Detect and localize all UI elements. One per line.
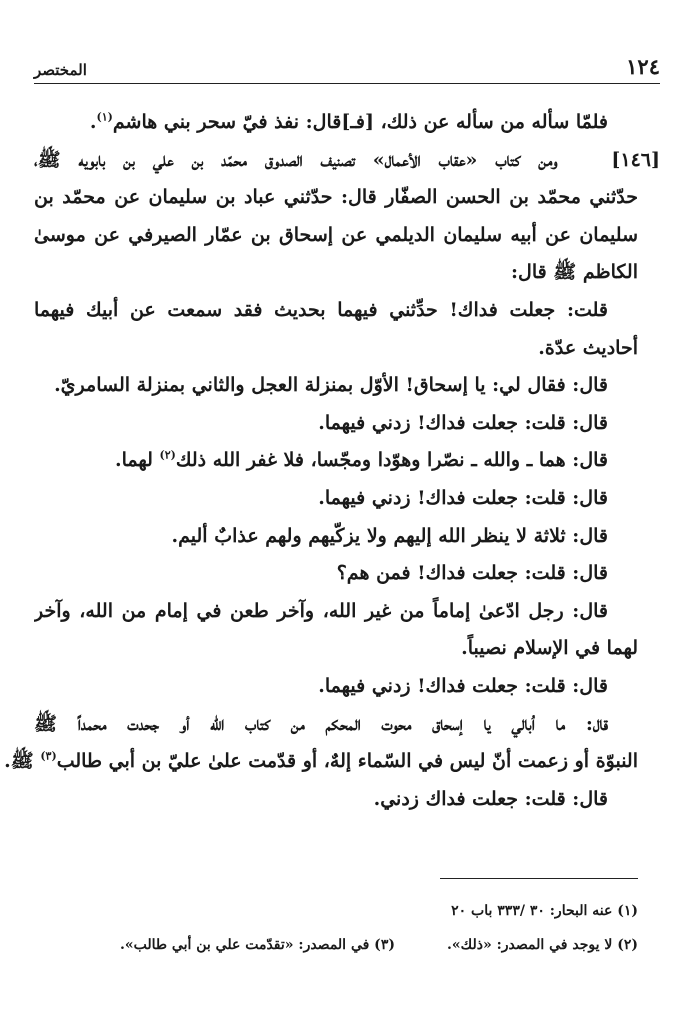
footnotes bbox=[34, 894, 638, 962]
text-line: قال: رجل ادّعىٰ إماماً من غير الله، وآخر طعن في إمام من الله، وآخر bbox=[34, 599, 608, 622]
note-mark: (١) bbox=[96, 110, 113, 124]
text-line: [١٤٦] ومن كتاب «عقاب الأعمال» تصنيف الصدوق محمّد بن علي بن بابويه ﷺ، bbox=[34, 148, 660, 171]
text-line: سليمان عن أبيه سليمان الديلمي عن إسحاق بن عمّار الصيرفي عن موسىٰ bbox=[34, 223, 638, 246]
text-line: لهما في الإسلام نصيباً. bbox=[461, 637, 638, 660]
note-mark: (٣) bbox=[40, 749, 57, 763]
text-line: قال: قلت: جعلت فداك! فمن هم؟ bbox=[336, 562, 608, 585]
running-title: المختصر bbox=[34, 61, 87, 79]
text-line: قال: فقال لي: يا إسحاق! الأوّل بمنزلة العجل والثاني بمنزلة السامريّ. bbox=[54, 374, 608, 397]
text-line: قال: قلت: جعلت فداك! زدني فيهما. bbox=[318, 411, 608, 434]
footnote-3: (٣) في المصدر: «تقدّمت علي بن أبي طالب». bbox=[120, 937, 395, 953]
text-line: قال: ما اُبالي يا إسحاق محوت المحكم من كتاب الله أو جحدت محمداً ﷺ bbox=[34, 712, 608, 735]
text-line: الكاظم ﷺ قال: bbox=[511, 261, 638, 284]
footnote-2: (٢) لا يوجد في المصدر: «ذلك». bbox=[447, 937, 638, 953]
hadith-number: [١٤٦] bbox=[611, 148, 660, 171]
note-mark: (٢) bbox=[159, 449, 176, 463]
text-line: قال: قلت: جعلت فداك! زدني فيهما. bbox=[318, 674, 608, 697]
text-line: قال: قلت: جعلت فداك زدني. bbox=[373, 787, 608, 810]
text-line: فلمّا سأله من سأله عن ذلك، [فـ]قال: نفذ فيّ سحر بني هاشم$^{(١)}$. bbox=[89, 110, 608, 133]
page-header bbox=[34, 52, 660, 84]
text-line: قال: ثلاثة لا ينظر الله إليهم ولا يزكّيهم ولهم عذابٌ أليم. bbox=[171, 524, 608, 547]
main-text bbox=[4, 104, 660, 818]
text-line: النبوّة أو زعمت أنّ ليس في السّماء إلهٌ، أو قدّمت علىٰ عليّ بن أبي طالب$^{(٣)}$ ﷺ. bbox=[4, 749, 638, 773]
footnote-divider bbox=[440, 878, 638, 879]
text-line: قال: قلت: جعلت فداك! زدني فيهما. bbox=[318, 486, 608, 509]
text-line: قال: هما ـ والله ـ نصّرا وهوّدا ومجّسا، فلا غفر الله ذلك$^{(٢)}$ لهما. bbox=[114, 449, 608, 472]
text-line: حدّثني محمّد بن الحسن الصفّار قال: حدّثني عباد بن سليمان عن محمّد بن bbox=[34, 186, 638, 209]
footnote-1: (١) عنه البحار: ٣٠ /٣٣٣ باب ٢٠ bbox=[451, 903, 638, 919]
text-line: قلت: جعلت فداك! حدِّثني فيهما بحديث فقد سمعت عن أبيك فيهما bbox=[34, 298, 608, 321]
text-line: أحاديث عدّة. bbox=[538, 336, 638, 359]
page-number: ١٢٤ bbox=[626, 54, 660, 79]
